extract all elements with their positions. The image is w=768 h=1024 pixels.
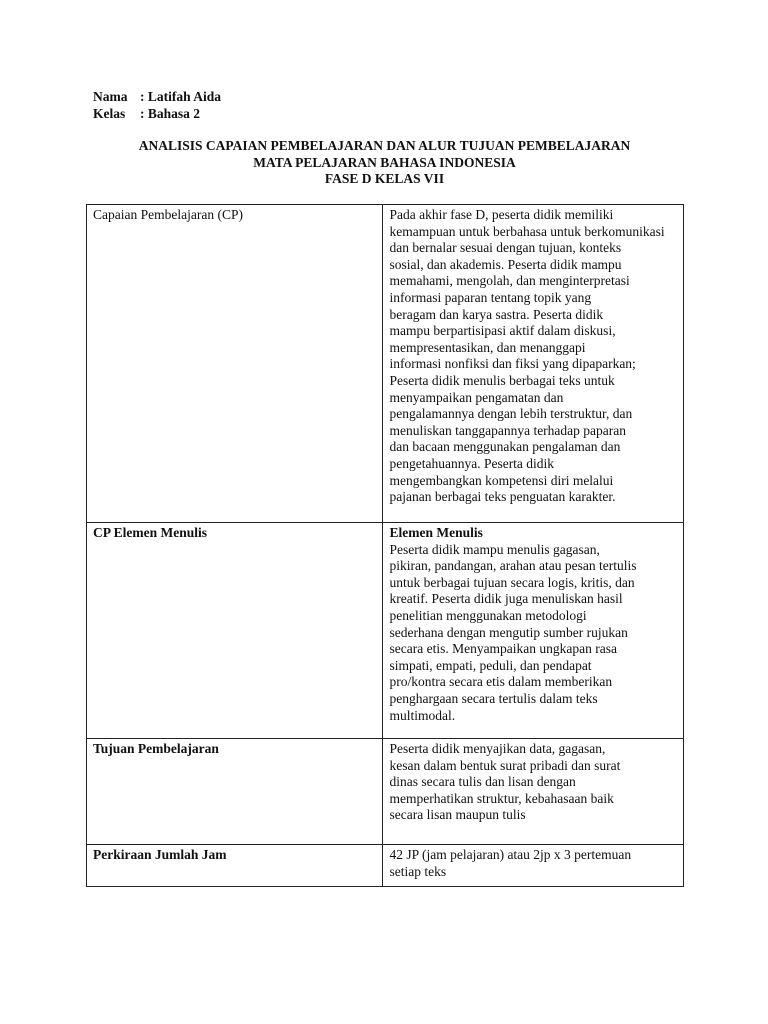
table-row-cp-elemen xyxy=(87,523,684,739)
title-line-3: FASE D KELAS VII xyxy=(324,171,445,186)
table-row-tujuan xyxy=(87,739,684,845)
row-label: Perkiraan Jumlah Jam xyxy=(87,845,383,887)
table-row-cp xyxy=(87,205,684,523)
row-content: Peserta didik mampu menulis gagasan, pikiran, pandangan, arahan atau pesan tertulis untuk berbagai tujuan secara logis, kritis, dan kreatif. Peserta didik juga menuliskan hasil penelitian menggunakan metodologi sederhana dengan mengutip sumber rujukan secara etis. Menyampaikan ungkapan rasa simpati, empati, peduli, dan pendapat pro/kontra secara etis dalam memberikan penghargaan secara tertulis dalam teks multimodal. xyxy=(389,541,637,723)
row-label: Tujuan Pembelajaran xyxy=(87,739,383,845)
content-heading: Elemen Menulis xyxy=(389,525,483,540)
row-content: Peserta didik menyajikan data, gagasan, kesan dalam bentuk surat pribadi dan surat dinas secara tulis dan lisan dengan memperhatikan struktur, kebahasaan baik secara lisan maupun tulis xyxy=(383,739,684,845)
nama-value: : Latifah Aida xyxy=(140,89,222,104)
row-content-cell xyxy=(383,523,684,739)
document-title xyxy=(86,138,683,188)
kelas-row xyxy=(93,106,221,123)
row-label: Capaian Pembelajaran (CP) xyxy=(87,205,383,523)
analysis-table xyxy=(86,204,684,887)
student-info xyxy=(93,89,221,122)
nama-row xyxy=(93,89,221,106)
kelas-label: Kelas xyxy=(93,105,126,121)
kelas-value: : Bahasa 2 xyxy=(140,105,201,121)
table-row-jam xyxy=(87,845,684,887)
row-label: CP Elemen Menulis xyxy=(87,523,383,739)
title-line-2: MATA PELAJARAN BAHASA INDONESIA xyxy=(253,154,516,170)
title-line-1: ANALISIS CAPAIAN PEMBELAJARAN DAN ALUR TUJUAN PEMBELAJARAN xyxy=(138,138,631,153)
row-content: Pada akhir fase D, peserta didik memiliki kemampuan untuk berbahasa untuk berkomunikasi dan bernalar sesuai dengan tujuan, konteks sosial, dan akademis. Peserta didik mampu memahami, mengolah, dan menginterpretasi informasi paparan tentang topik yang beragam dan karya sastra. Peserta didik mampu berpartisipasi aktif dalam diskusi, mempresentasikan, dan menanggapi informasi nonfiksi dan fiksi yang dipaparkan; Peserta didik menulis berbagai teks untuk menyampaikan pengamatan dan pengalamannya dengan lebih terstruktur, dan menuliskan tanggapannya terhadap paparan dan bacaan menggunakan pengalaman dan pengetahuannya. Peserta didik mengembangkan kompetensi diri melalui pajanan berbagai teks penguatan karakter. xyxy=(383,205,684,523)
nama-label: Nama xyxy=(93,89,128,104)
row-content: 42 JP (jam pelajaran) atau 2jp x 3 pertemuan setiap teks xyxy=(383,845,684,887)
